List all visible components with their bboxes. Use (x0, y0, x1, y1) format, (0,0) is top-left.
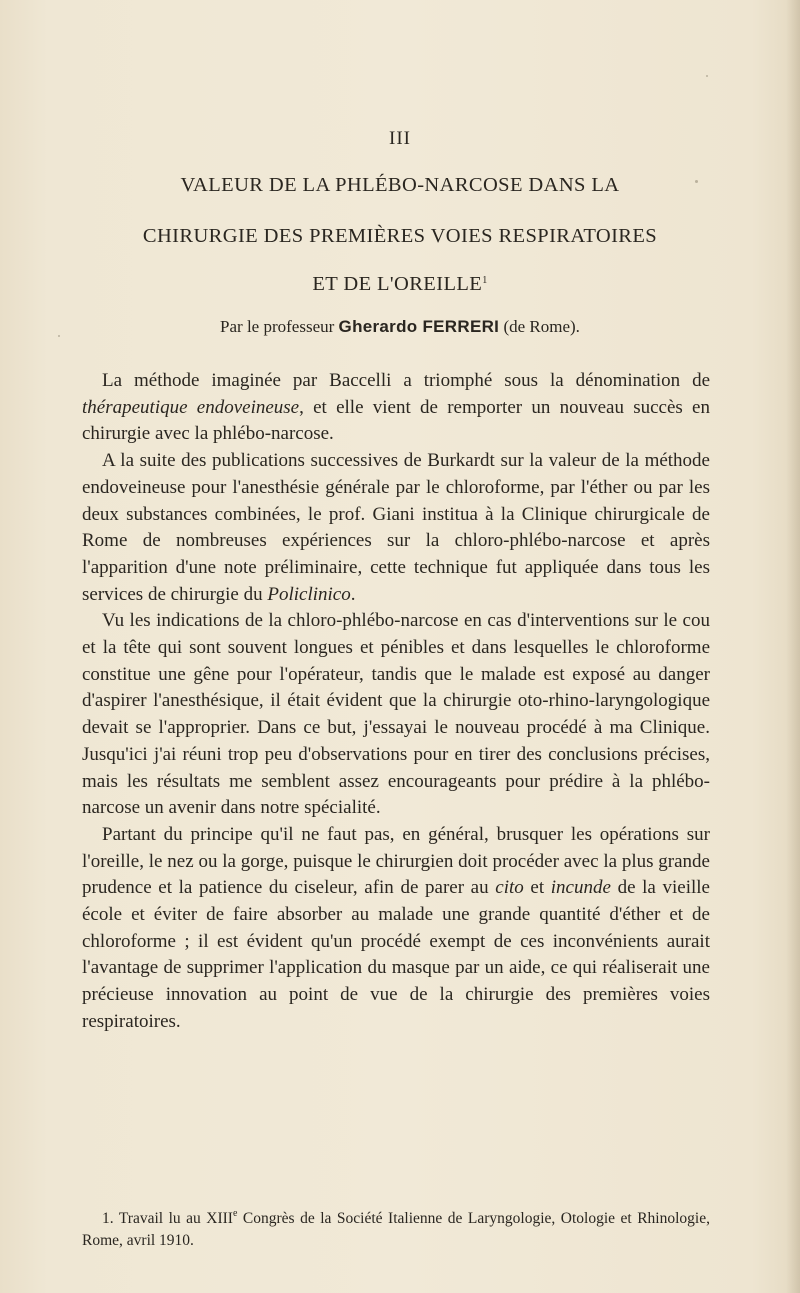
paragraph-text: Vu les indications de la chloro-phlébo-narcose en cas d'interventions sur le cou et la tête qui sont souvent longues et pénibles et dans lesquelles le chloroforme constitue une gêne pour l'opérateur, tandis que le malade est exposé au danger d'aspirer l'anesthésique, il était évident que la chirurgie oto-rhino-laryngologique devait se l'approprier. Dans ce but, j'essayai le nouveau procédé à ma Clinique. Jusqu'ici j'ai réuni trop peu d'observations pour en tirer des conclusions précises, mais les résultats me semblent assez encourageants pour prédire à la phlébo-narcose un avenir dans notre spécialité. (82, 610, 710, 819)
title-footnote-mark: 1 (482, 275, 488, 286)
paragraph-text: , et elle vient de remporter un nouveau succès en chirurgie avec la phlébo-narcose. (82, 396, 710, 445)
title-line-3-text: ET DE L'OREILLE (312, 273, 483, 295)
paragraph-italic: cito (495, 877, 524, 899)
paragraph (82, 368, 710, 448)
footnote-number: 1. (102, 1210, 114, 1227)
paragraph-italic: thérapeutique endoveineuse (82, 396, 300, 418)
body-text (82, 368, 710, 1036)
paragraph-text: Partant du principe qu'il ne faut pas, en général, brusquer les opérations sur l'oreille, le nez ou la gorge, puisque le chirurgien doit procéder avec la plus grande prudence et la patience du ciseleur, afin de parer au (82, 823, 710, 899)
footnote-part: Travail lu au XIII (118, 1210, 233, 1227)
title-line-1: VALEUR DE LA PHLÉBO-NARCOSE DANS LA (180, 174, 620, 196)
footnote (82, 1203, 710, 1252)
byline-author: Gherardo FERRERI (338, 317, 500, 336)
paper-speck (706, 75, 708, 77)
paragraph-italic: incunde (550, 877, 611, 899)
byline-prefix: Par le professeur (220, 317, 335, 336)
paragraph-text: de la vieille école et éviter de faire absorber au malade une grande quantité d'éther et de chloroforme ; il est évident qu'un procédé exempt de ces inconvénients aurait l'avantage de supprimer l'application du masque par un aide, ce qui réaliserait une précieuse innovation au point de vue de la chirurgie des premières voies respiratoires. (82, 877, 710, 1032)
title-line-2: CHIRURGIE DES PREMIÈRES VOIES RESPIRATOIRES (142, 225, 658, 247)
footnote-part: Congrès de la Société Italienne de Laryngologie, Otologie et Rhinologie, Rome, avril 1910. (82, 1210, 710, 1249)
paragraph (82, 608, 710, 822)
paragraph-text: A la suite des publications successives de Burkardt sur la valeur de la méthode endoveineuse pour l'anesthésie générale par le chloroforme, par l'éther ou par les deux substances combinées, le prof. Giani institua à la Clinique chirurgicale de Rome de nombreuses expériences sur la chloro-phlébo-narcose et après l'apparition d'une note préliminaire, cette technique fut appliquée dans tous les services de chirurgie du (82, 450, 710, 605)
paragraph-text: La méthode imaginée par Baccelli a triomphé sous la dénomination de (102, 370, 710, 391)
paragraph-italic: Policlinico (267, 583, 351, 605)
footnote-text (82, 1203, 710, 1252)
title-line-3 (0, 273, 800, 296)
footnote-superscript: e (232, 1208, 238, 1219)
paragraph (82, 448, 710, 608)
byline-suffix: (de Rome). (503, 317, 580, 336)
paragraph-text: et (523, 877, 551, 899)
paragraph-text: . (350, 583, 356, 605)
byline (0, 317, 800, 337)
section-number: III (389, 128, 411, 149)
paragraph (82, 822, 710, 1036)
